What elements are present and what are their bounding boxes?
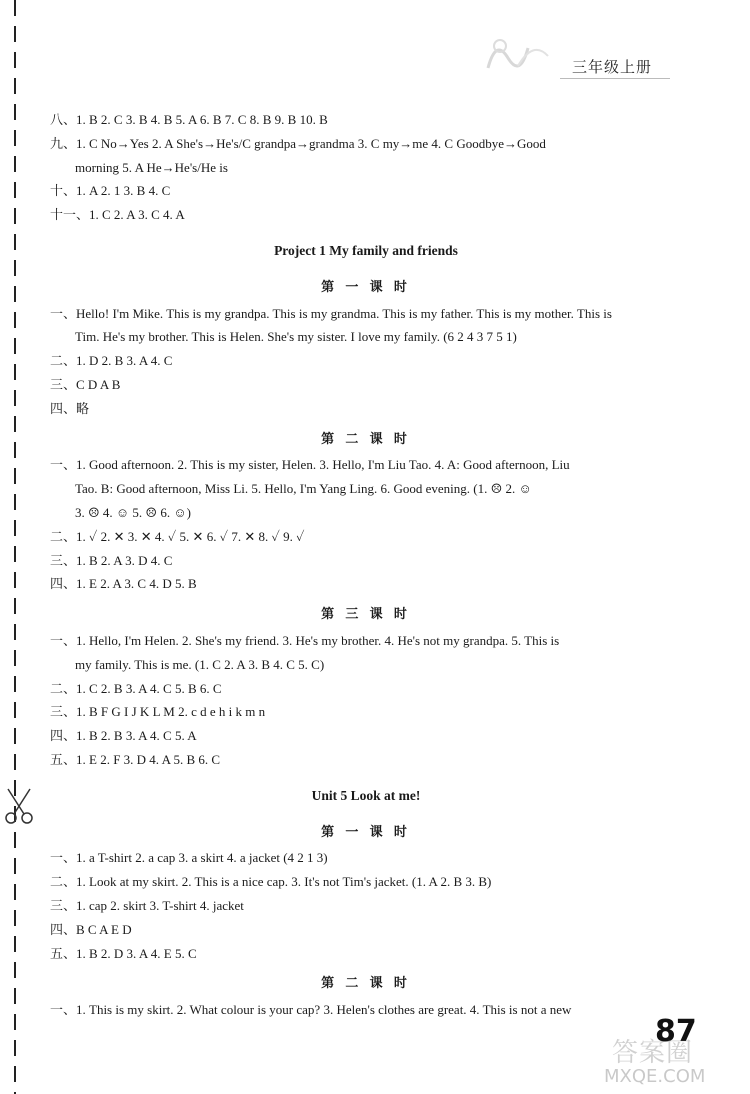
watermark-url: MXQE.COM <box>604 1066 706 1087</box>
answer-line: 一、1. Good afternoon. 2. This is my sister, Helen. 3. Hello, I'm Liu Tao. 4. A: Good afternoon, Liu <box>50 457 570 473</box>
answer-line: 一、1. Hello, I'm Helen. 2. She's my friend. 3. He's my brother. 4. He's not my grandpa. 5. This is <box>50 632 560 648</box>
answer-line: 三、1. B 2. A 3. D 4. C <box>50 552 173 568</box>
answer-line: 十一、1. C 2. A 3. C 4. A <box>50 207 185 223</box>
answer-line: 一、Hello! I'm Mike. This is my grandpa. This is my grandma. This is my father. This is my mother. This is <box>50 305 612 321</box>
lesson-title: 第 一 课 时 <box>321 823 411 839</box>
answer-line: 八、1. B 2. C 3. B 4. B 5. A 6. B 7. C 8. B 9. B 10. B <box>50 112 328 127</box>
lesson-title: 第 二 课 时 <box>321 430 411 446</box>
answer-line: 四、B C A E D <box>50 921 132 937</box>
answer-line: 十、1. A 2. 1 3. B 4. C <box>50 183 171 199</box>
answer-line: 二、1. C 2. B 3. A 4. C 5. B 6. C <box>50 680 222 696</box>
cut-line <box>14 0 16 1094</box>
answer-line: 二、1. ✓ 2. ✕ 3. ✕ 4. ✓ 5. ✕ 6. ✓ 7. ✕ 8. ✓ 9. ✓ <box>50 528 305 544</box>
page-number: 87 <box>655 1014 697 1049</box>
header-decoration-icon <box>478 28 568 78</box>
lesson-title: 第 三 课 时 <box>321 606 411 622</box>
answer-line-continuation: morning 5. A He→He's/He is <box>75 159 228 175</box>
answer-line-continuation: my family. This is me. (1. C 2. A 3. B 4. C 5. C) <box>75 656 325 672</box>
lesson-title: 第 二 课 时 <box>321 975 411 991</box>
scissors-icon <box>2 786 38 826</box>
answer-line: 四、1. B 2. B 3. A 4. C 5. A <box>50 728 197 744</box>
answer-content <box>50 108 682 1022</box>
grade-label: 三年级上册 <box>572 58 653 76</box>
answer-line: 四、略 <box>50 400 90 416</box>
answer-line: 三、1. cap 2. skirt 3. T-shirt 4. jacket <box>50 897 244 913</box>
watermark-logo: 答案圈 <box>612 1038 694 1068</box>
answer-line: 四、1. E 2. A 3. C 4. D 5. B <box>50 576 197 592</box>
answer-line-continuation: Tao. B: Good afternoon, Miss Li. 5. Hello, I'm Yang Ling. 6. Good evening. (1. ☹ 2. ☺ <box>75 481 532 497</box>
answer-line-continuation: Tim. He's my brother. This is Helen. She's my sister. I love my family. (6 2 4 3 7 5 1) <box>75 329 517 345</box>
answer-line: 一、1. This is my skirt. 2. What colour is your cap? 3. Helen's clothes are great. 4. This is not a new <box>50 1002 572 1018</box>
answer-line: 二、1. D 2. B 3. A 4. C <box>50 353 173 369</box>
answer-line: 一、1. a T-shirt 2. a cap 3. a skirt 4. a jacket (4 2 1 3) <box>50 850 328 866</box>
answer-line: 三、C D A B <box>50 376 121 392</box>
answer-line: 九、1. C No→Yes 2. A She's→He's/C grandpa→grandma 3. C my→me 4. C Goodbye→Good <box>50 135 546 151</box>
lesson-title: 第 一 课 时 <box>321 278 411 294</box>
answer-line: 五、1. E 2. F 3. D 4. A 5. B 6. C <box>50 751 221 767</box>
section-title: Project 1 My family and friends <box>274 242 458 258</box>
section-title: Unit 5 Look at me! <box>311 787 421 803</box>
answer-line: 二、1. Look at my skirt. 2. This is a nice cap. 3. It's not Tim's jacket. (1. A 2. B 3. B) <box>50 874 492 890</box>
header-rule <box>560 78 670 79</box>
answer-line: 三、1. B F G I J K L M 2. c d e h i k m n <box>50 704 266 720</box>
answer-line: 五、1. B 2. D 3. A 4. E 5. C <box>50 945 197 961</box>
answer-line-continuation: 3. ☹ 4. ☺ 5. ☹ 6. ☺) <box>75 504 191 520</box>
